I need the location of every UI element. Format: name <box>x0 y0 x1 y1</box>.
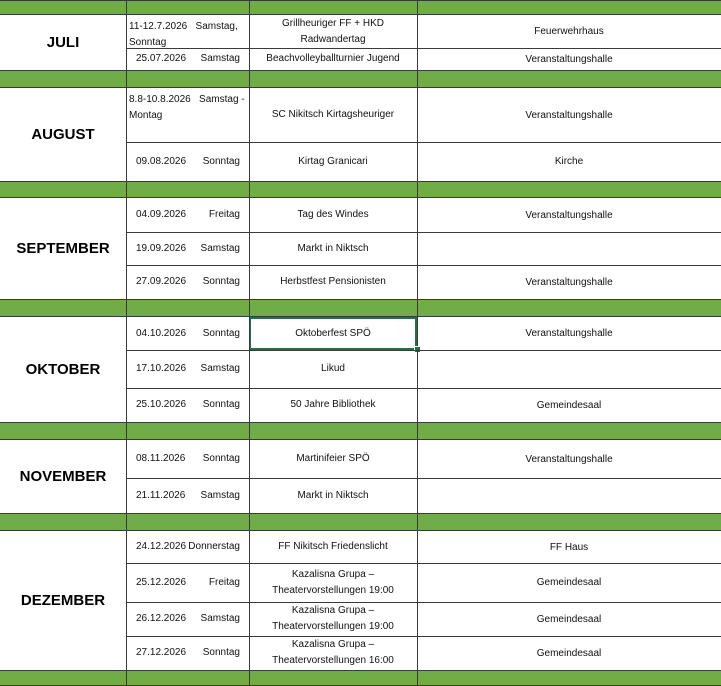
date-text: 26.12.2026 <box>136 613 187 624</box>
weekday-text: Sonntag <box>202 276 240 287</box>
month-separator <box>0 513 721 531</box>
date-cell[interactable] <box>126 440 249 478</box>
event-row <box>0 232 721 265</box>
event-cell[interactable]: Grillheuriger FF + HKD Radwandertag <box>282 17 384 45</box>
event-row <box>0 636 721 670</box>
event-cell[interactable]: Likud <box>321 363 345 374</box>
event-cell[interactable]: Kazalisna Grupa – Theatervorstellungen 19:00 <box>272 605 394 632</box>
date-cell[interactable] <box>126 232 249 265</box>
date-text: 09.08.2026 <box>136 155 187 167</box>
date-text: 25.12.2026 <box>136 576 187 588</box>
date-cell[interactable] <box>126 636 249 670</box>
month-separator <box>0 299 721 317</box>
venue-cell[interactable] <box>417 232 721 265</box>
date-text: 11-12.7.2026 Samstag, Sonntag <box>129 21 238 48</box>
date-text: 04.10.2026 <box>136 327 187 339</box>
event-row <box>0 440 721 478</box>
month-label: SEPTEMBER <box>16 240 110 257</box>
event-row <box>0 88 721 142</box>
venue-cell[interactable] <box>417 478 721 513</box>
weekday-text: Samstag <box>200 613 240 624</box>
date-text: 25.07.2026 <box>136 53 187 64</box>
month-separator <box>0 0 721 15</box>
event-cell[interactable]: Kazalisna Grupa – Theatervorstellungen 16:00 <box>272 639 394 666</box>
date-text: 19.09.2026 <box>136 242 187 254</box>
weekday-text: Sonntag <box>202 327 240 339</box>
event-row <box>0 15 721 48</box>
venue-cell[interactable]: FF Haus <box>549 541 589 553</box>
event-row <box>0 602 721 636</box>
event-cell[interactable]: Markt in Niktsch <box>297 489 369 501</box>
weekday-text: Freitag <box>208 576 240 588</box>
date-text: 27.09.2026 <box>136 276 187 287</box>
date-text: 17.10.2026 <box>136 363 187 374</box>
venue-cell[interactable]: Veranstaltungshalle <box>525 453 613 465</box>
venue-cell[interactable]: Gemeindesaal <box>536 399 602 411</box>
month-label: DEZEMBER <box>20 592 106 609</box>
date-cell[interactable] <box>126 317 249 350</box>
venue-cell[interactable]: Veranstaltungshalle <box>525 276 613 288</box>
event-cell[interactable]: FF Nikitsch Friedenslicht <box>278 541 388 552</box>
event-cell[interactable]: Oktoberfest SPÖ <box>249 317 417 350</box>
weekday-text: Samstag <box>200 363 240 374</box>
event-row <box>0 478 721 513</box>
event-cell[interactable]: Beachvolleyballturnier Jugend <box>266 53 400 64</box>
date-text: 24.12.2026 <box>136 541 187 552</box>
event-row <box>0 317 721 350</box>
venue-cell[interactable]: Veranstaltungshalle <box>525 328 613 339</box>
month-label: NOVEMBER <box>19 468 107 485</box>
event-cell[interactable]: Herbstfest Pensionisten <box>280 276 386 287</box>
event-cell[interactable]: Markt in Niktsch <box>297 242 369 254</box>
weekday-text: Sonntag <box>202 155 240 167</box>
month-separator <box>0 181 721 198</box>
date-text: 25.10.2026 <box>136 399 187 410</box>
date-cell[interactable] <box>126 602 249 636</box>
weekday-text: Samstag <box>200 53 240 64</box>
weekday-text: Freitag <box>208 209 240 220</box>
event-row <box>0 48 721 70</box>
date-text: 21.11.2026 <box>136 489 186 501</box>
month-label: JULI <box>46 34 80 51</box>
venue-cell[interactable]: Kirche <box>554 156 584 167</box>
date-text: 04.09.2026 <box>136 209 187 220</box>
weekday-text: Sonntag <box>202 453 240 464</box>
weekday-text: Sonntag <box>202 647 240 658</box>
weekday-text: Sonntag <box>202 399 240 410</box>
event-row <box>0 563 721 602</box>
month-separator <box>0 70 721 88</box>
date-cell[interactable] <box>126 265 249 299</box>
date-cell[interactable] <box>126 478 249 513</box>
date-text: 08.11.2026 <box>136 453 186 464</box>
weekday-text: Samstag <box>200 489 240 501</box>
event-cell[interactable]: SC Nikitsch Kirtagsheuriger <box>271 109 395 120</box>
venue-cell[interactable]: Feuerwehrhaus <box>534 26 604 37</box>
date-cell[interactable] <box>126 531 249 563</box>
venue-cell[interactable]: Veranstaltungshalle <box>525 109 613 121</box>
date-text: 8.8-10.8.2026 Samstag - Montag <box>129 94 245 121</box>
event-row <box>0 265 721 299</box>
event-row <box>0 350 721 388</box>
event-cell[interactable]: Kirtag Granicari <box>298 155 368 167</box>
event-row <box>0 531 721 563</box>
date-cell[interactable] <box>126 88 249 142</box>
event-row <box>0 388 721 422</box>
event-row <box>0 198 721 232</box>
month-label: AUGUST <box>31 126 95 143</box>
venue-cell[interactable]: Veranstaltungshalle <box>525 209 613 221</box>
event-cell[interactable]: 50 Jahre Bibliothek <box>290 399 376 410</box>
date-text: 27.12.2026 <box>136 647 187 658</box>
date-cell[interactable] <box>126 142 249 181</box>
weekday-text: Samstag <box>200 242 240 254</box>
venue-cell[interactable]: Veranstaltungshalle <box>525 53 613 65</box>
venue-cell[interactable]: Gemeindesaal <box>536 647 602 659</box>
venue-cell[interactable]: Gemeindesaal <box>536 577 602 588</box>
venue-cell[interactable]: Gemeindesaal <box>536 613 602 625</box>
date-cell[interactable] <box>126 350 249 388</box>
event-cell[interactable]: Martinifeier SPÖ <box>296 453 370 464</box>
venue-cell[interactable] <box>417 350 721 388</box>
date-cell[interactable] <box>126 48 249 70</box>
event-cell[interactable]: Kazalisna Grupa – Theatervorstellungen 19:00 <box>272 568 394 596</box>
date-cell[interactable] <box>126 563 249 602</box>
date-cell[interactable] <box>126 388 249 422</box>
weekday-text: Donnerstag <box>188 541 240 552</box>
date-cell[interactable] <box>126 15 249 48</box>
month-label: OKTOBER <box>25 361 101 378</box>
event-row <box>0 142 721 181</box>
date-cell[interactable] <box>126 198 249 232</box>
month-separator <box>0 422 721 440</box>
event-cell[interactable]: Tag des Windes <box>297 209 369 220</box>
month-separator <box>0 670 721 686</box>
